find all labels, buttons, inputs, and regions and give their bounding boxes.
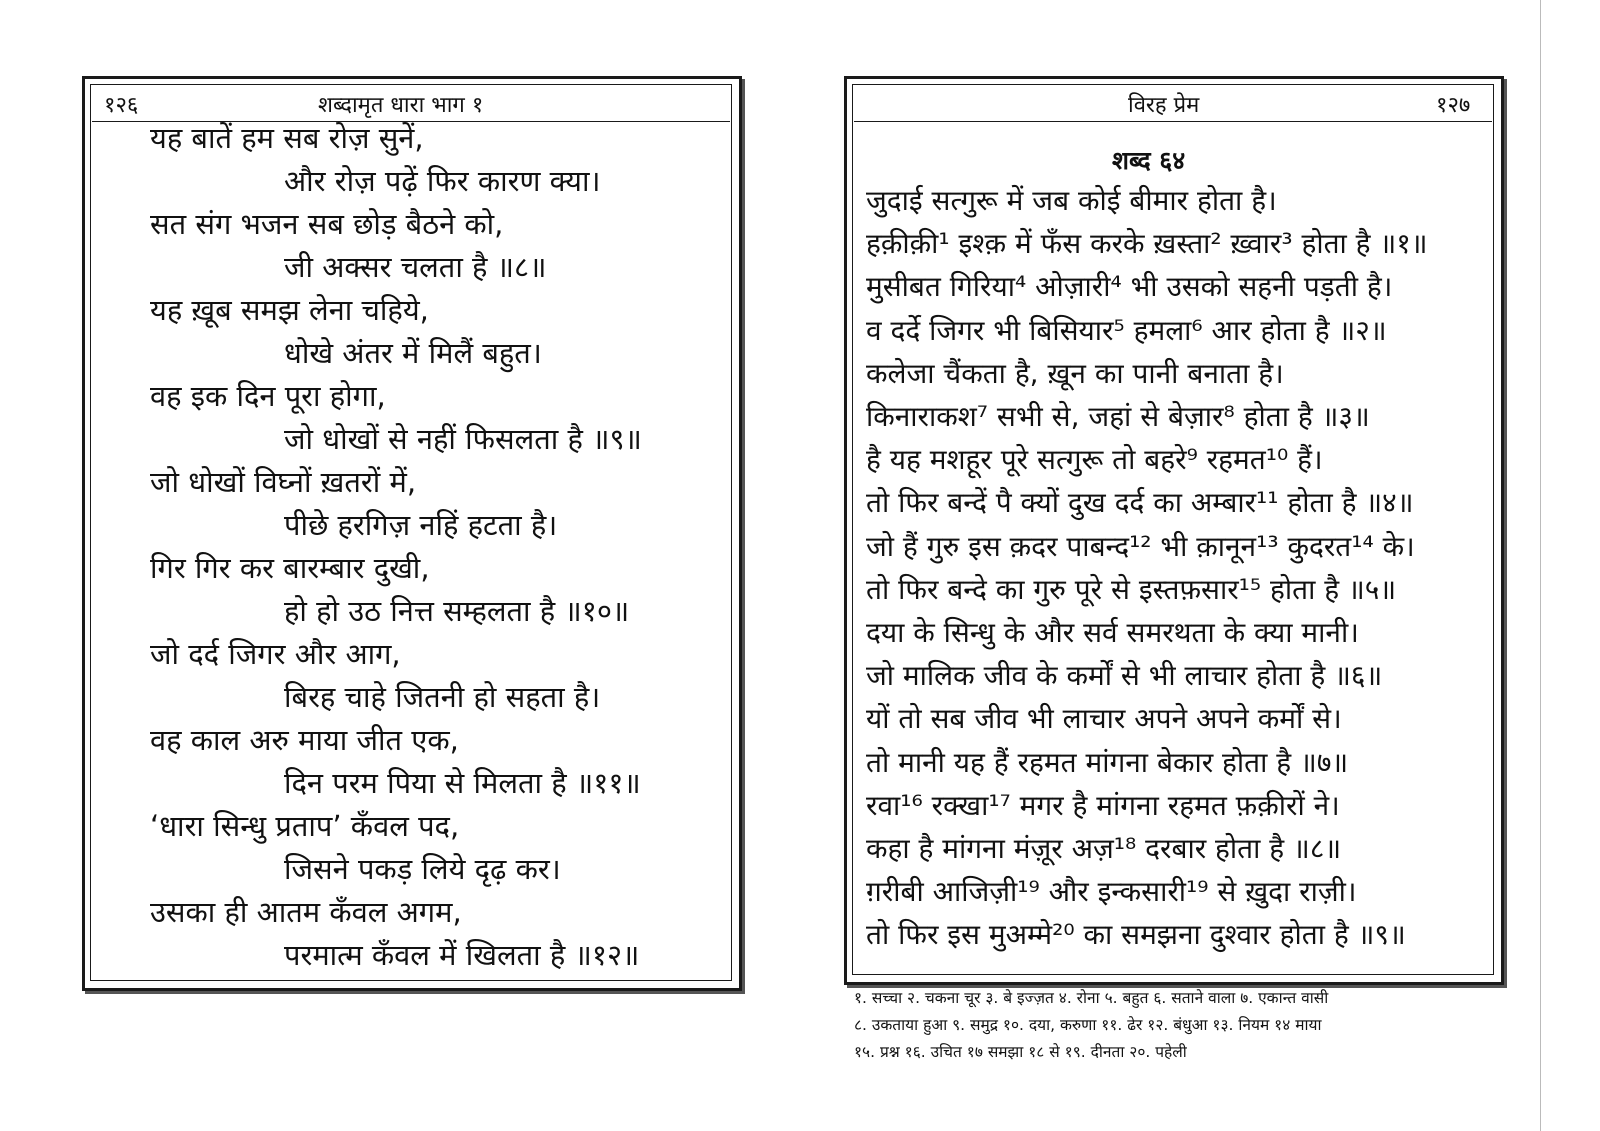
right-verse-line: जो मालिक जीव के कर्मों से भी लाचार होता है ॥६॥ — [866, 659, 1383, 693]
right-verse-line: तो फिर इस मुअम्मे²⁰ का समझना दुश्वार होता है ॥९॥ — [866, 918, 1406, 952]
right-page-number: १२७ — [1436, 93, 1471, 118]
right-verse-line: कलेजा चैंकता है, ख़ून का पानी बनाता है। — [866, 356, 1284, 390]
left-verse-line: उसका ही आतम कँवल अगम, — [150, 895, 462, 929]
footnote-line: १५. प्रश्न १६. उचित १७ समझा १८ से १९. दीनता २०. पहेली — [854, 1043, 1187, 1061]
left-verse-line: यह ख़ूब समझ लेना चहिये, — [150, 293, 429, 327]
left-verse-line: यह बातें हम सब रोज़ सुनें, — [150, 121, 424, 155]
right-verse-line: तो फिर बन्दें पै क्यों दुख दर्द का अम्बार¹¹ होता है ॥४॥ — [866, 486, 1414, 520]
left-verse-line: जी अक्सर चलता है ॥८॥ — [284, 250, 547, 284]
left-verse-line: पीछे हरगिज़ नहिं हटता है। — [284, 508, 558, 542]
left-verse-line: वह काल अरु माया जीत एक, — [150, 723, 459, 757]
right-verse-line: रवा¹⁶ रक्खा¹⁷ मगर है मांगना रहमत फ़क़ीरों ने। — [866, 788, 1340, 822]
right-verse-line: है यह मशहूर पूरे सत्गुरू तो बहरे⁹ रहमत¹⁰ हैं। — [866, 443, 1323, 477]
right-verse-line: तो मानी यह हैं रहमत मांगना बेकार होता है ॥७॥ — [866, 745, 1349, 779]
right-verse-line: कहा है मांगना मंज़ूर अज़¹⁸ दरबार होता है ॥८॥ — [866, 832, 1342, 865]
right-verse-line: दया के सिन्धु के और सर्व समरथता के क्या मानी। — [866, 616, 1359, 649]
footnote-line: ८. उकताया हुआ ९. समुद्र १०. दया, करुणा ११. ढेर १२. बंधुआ १३. नियम १४ माया — [854, 1016, 1322, 1034]
footnote-line: १. सच्चा २. चकना चूर ३. बे इज्ज़त ४. रोना ५. बहुत ६. सताने वाला ७. एकान्त वासी — [854, 989, 1329, 1007]
right-verse-line: ग़रीबी आजिज़ी¹⁹ और इन्कसारी¹⁹ से ख़ुदा राज़ी। — [866, 875, 1357, 909]
left-verse-line: वह इक दिन पूरा होगा, — [150, 379, 386, 413]
right-verse-line: व दर्दे जिगर भी बिसियार⁵ हमला⁶ आर होता है ॥२॥ — [866, 313, 1387, 347]
left-verse-line: सत संग भजन सब छोड़ बैठने को, — [150, 207, 504, 241]
shabd-title: शब्द ६४ — [1112, 146, 1186, 175]
right-verse-line: जुदाई सत्गुरू में जब कोई बीमार होता है। — [866, 184, 1277, 217]
left-verse-line: परमात्म कँवल में खिलता है ॥१२॥ — [284, 938, 640, 972]
right-verse-line: यों तो सब जीव भी लाचार अपने अपने कर्मों से। — [866, 702, 1342, 736]
left-verse-line: जिसने पकड़ लिये दृढ़ कर। — [284, 852, 561, 886]
left-verse-line: जो धोखों से नहीं फिसलता है ॥९॥ — [284, 422, 642, 456]
left-verse-line: गिर गिर कर बारम्बार दुखी, — [150, 551, 430, 585]
left-verse-line: जो धोखों विघ्नों ख़तरों में, — [150, 465, 417, 499]
left-verse-line: बिरह चाहे जितनी हो सहता है। — [284, 680, 601, 714]
right-running-header: विरह प्रेम — [1128, 93, 1200, 118]
right-verse-line: जो हैं गुरु इस क़दर पाबन्द¹² भी क़ानून¹³ कुदरत¹⁴ के। — [866, 529, 1415, 563]
right-verse-line: मुसीबत गिरिया⁴ ओज़ारी⁴ भी उसको सहनी पड़ती है। — [866, 270, 1393, 304]
left-running-header: शब्दामृत धारा भाग १ — [318, 93, 484, 118]
right-verse-line: हक़ीक़ी¹ इश्क़ में फँस करके ख़स्ता² ख़्वार³ होता है ॥१॥ — [866, 227, 1428, 261]
left-verse-line: दिन परम पिया से मिलता है ॥११॥ — [284, 766, 641, 800]
left-verse-line: धोखे अंतर में मिलैं बहुत। — [284, 336, 542, 370]
left-verse-line: जो दर्द जिगर और आग, — [150, 637, 401, 671]
right-header-rule — [854, 121, 1492, 122]
left-verse-line: ‘धारा सिन्धु प्रताप’ कँवल पद, — [150, 809, 460, 843]
right-verse-line: किनाराकश⁷ सभी से, जहां से बेज़ार⁸ होता है ॥३॥ — [866, 400, 1370, 433]
left-verse-line: और रोज़ पढ़ें फिर कारण क्या। — [284, 164, 601, 198]
right-verse-line: तो फिर बन्दे का गुरु पूरे से इस्तफ़सार¹⁵ होता है ॥५॥ — [866, 572, 1397, 606]
left-verse-line: हो हो उठ नित्त सम्हलता है ॥१०॥ — [284, 594, 630, 628]
left-page-number: १२६ — [104, 93, 139, 118]
